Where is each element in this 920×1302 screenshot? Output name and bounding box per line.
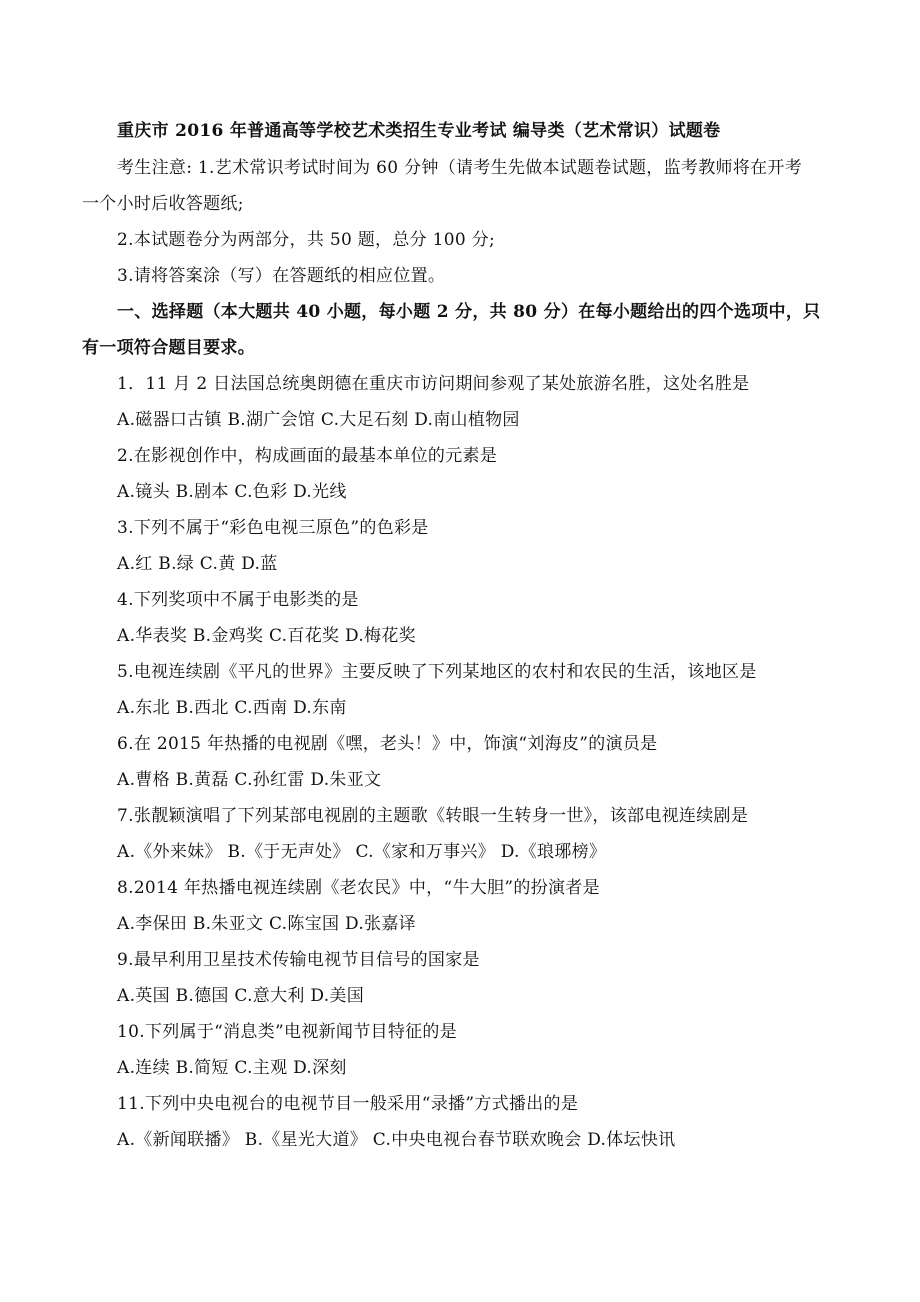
question-9-options: A.英国 B.德国 C.意大利 D.美国	[117, 986, 365, 1006]
question-5-options: A.东北 B.西北 C.西南 D.东南	[117, 698, 347, 718]
question-4-options: A.华表奖 B.金鸡奖 C.百花奖 D.梅花奖	[117, 626, 416, 646]
question-7-options: A.《外来妹》 B.《于无声处》 C.《家和万事兴》 D.《琅琊榜》	[117, 842, 607, 862]
notice-line-1: 考生注意: 1.艺术常识考试时间为 60 分钟（请考生先做本试题卷试题，监考教师将在开考	[117, 158, 802, 178]
question-6-options: A.曹格 B.黄磊 C.孙红雷 D.朱亚文	[117, 770, 382, 790]
question-2-options: A.镜头 B.剧本 C.色彩 D.光线	[117, 482, 347, 502]
question-7: 7.张靓颖演唱了下列某部电视剧的主题歌《转眼一生转身一世》，该部电视连续剧是	[117, 806, 749, 826]
question-8-options: A.李保田 B.朱亚文 C.陈宝国 D.张嘉译	[117, 914, 416, 934]
question-6: 6.在 2015 年热播的电视剧《嘿，老头！》中，饰演“刘海皮”的演员是	[117, 734, 658, 754]
notice-line-1-cont: 一个小时后收答题纸;	[82, 194, 244, 214]
question-4: 4.下列奖项中不属于电影类的是	[117, 590, 359, 610]
question-11: 11.下列中央电视台的电视节目一般采用“录播”方式播出的是	[117, 1094, 579, 1114]
question-3-options: A.红 B.绿 C.黄 D.蓝	[117, 554, 278, 574]
question-11-options: A.《新闻联播》 B.《星光大道》 C.中央电视台春节联欢晚会 D.体坛快讯	[117, 1130, 676, 1150]
notice-line-3: 3.请将答案涂（写）在答题纸的相应位置。	[117, 266, 446, 286]
question-5: 5.电视连续剧《平凡的世界》主要反映了下列某地区的农村和农民的生活，该地区是	[117, 662, 757, 682]
question-10: 10.下列属于“消息类”电视新闻节目特征的是	[117, 1022, 458, 1042]
notice-line-2: 2.本试题卷分为两部分，共 50 题，总分 100 分;	[117, 230, 496, 250]
question-3: 3.下列不属于“彩色电视三原色”的色彩是	[117, 518, 429, 538]
question-2: 2.在影视创作中，构成画面的最基本单位的元素是	[117, 446, 498, 466]
question-9: 9.最早利用卫星技术传输电视节目信号的国家是	[117, 950, 480, 970]
section-heading-cont: 有一项符合题目要求。	[82, 338, 255, 358]
question-1: 1．11 月 2 日法国总统奥朗德在重庆市访问期间参观了某处旅游名胜，这处名胜是	[117, 374, 750, 394]
page-title: 重庆市 2016 年普通高等学校艺术类招生专业考试 编导类（艺术常识）试题卷	[117, 121, 721, 141]
section-heading: 一、选择题（本大题共 40 小题，每小题 2 分，共 80 分）在每小题给出的四个选项中，只	[117, 302, 821, 322]
question-1-options: A.磁器口古镇 B.湖广会馆 C.大足石刻 D.南山植物园	[117, 410, 520, 430]
question-8: 8.2014 年热播电视连续剧《老农民》中，“牛大胆”的扮演者是	[117, 878, 600, 898]
question-10-options: A.连续 B.简短 C.主观 D.深刻	[117, 1058, 347, 1078]
